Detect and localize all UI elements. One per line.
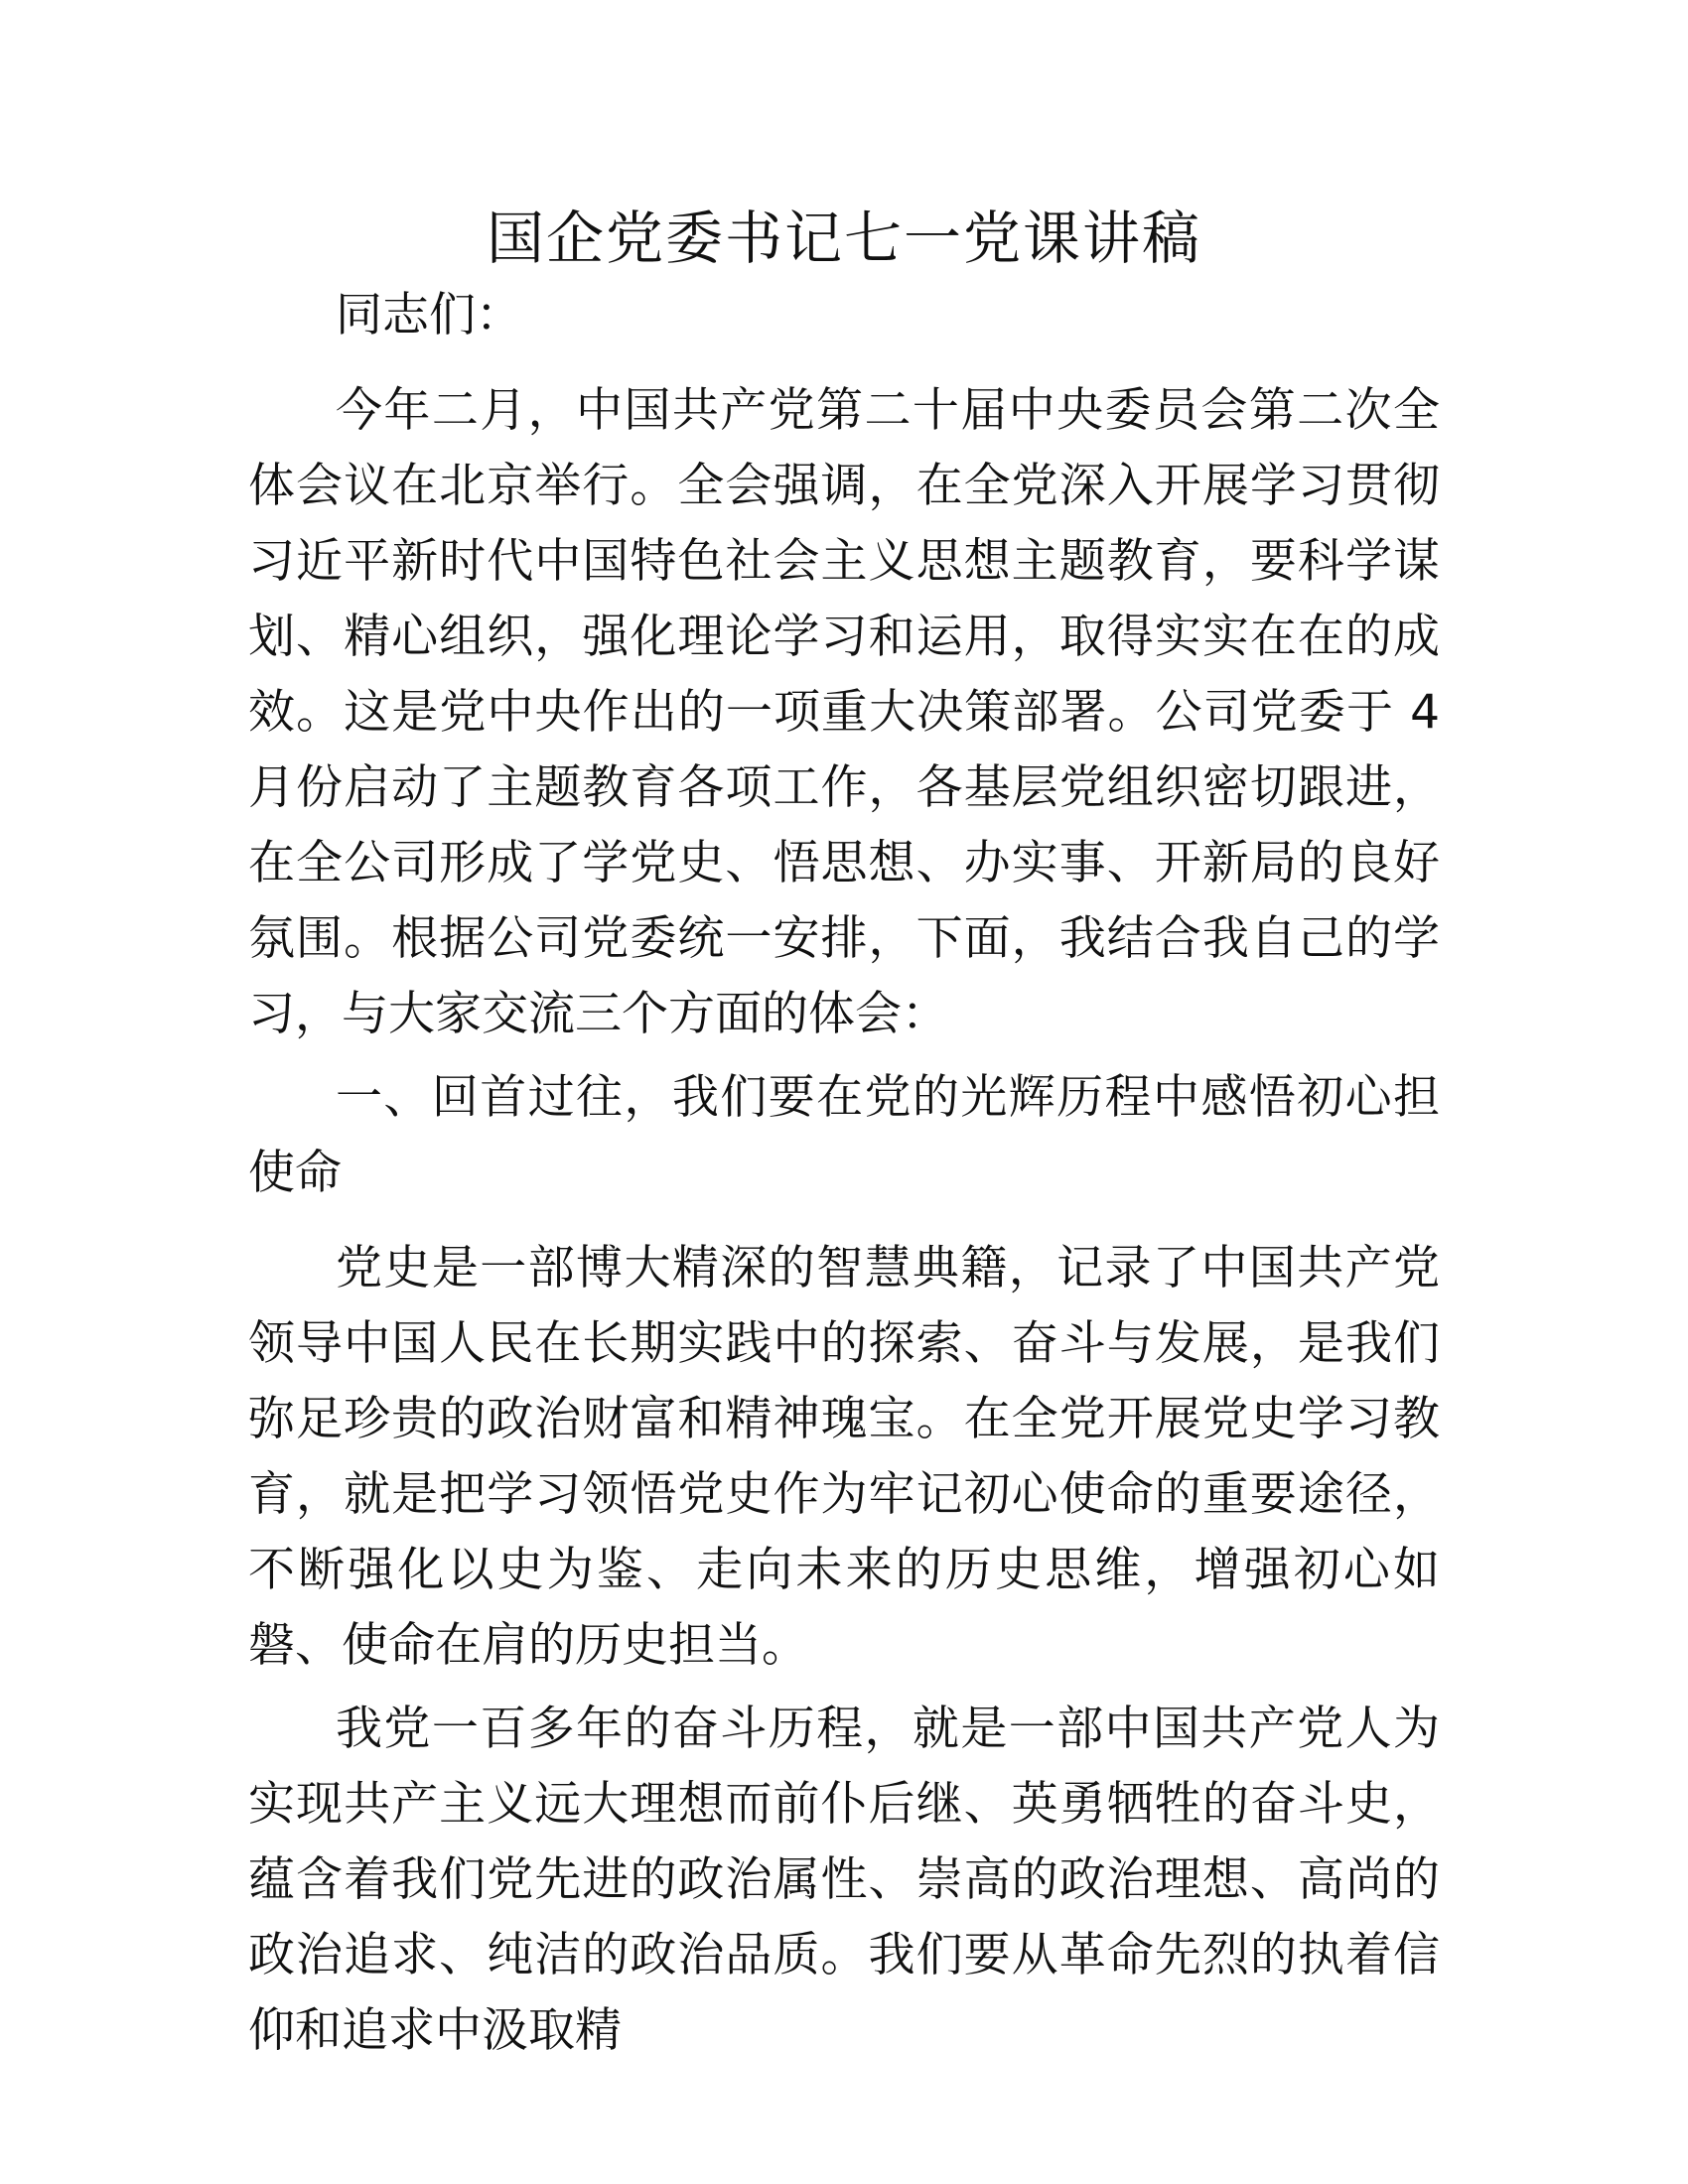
section-heading-1: 一、回首过往，我们要在党的光辉历程中感悟初心担使命 <box>248 1070 1440 1200</box>
paragraph-party-history: 党史是一部博大精深的智慧典籍，记录了中国共产党领导中国人民在长期实践中的探索、奋斗与发展，是我们弥足珍贵的政治财富和精神瑰宝。在全党开展党史学习教育，就是把学习领悟党史作为牢记初心使命的重要途径，不断强化以史为鉴、走向未来的历史思维，增强初心如磐、使命在肩的历史担当。 <box>248 1241 1440 1673</box>
salutation: 同志们： <box>336 288 522 342</box>
document-title: 国企党委书记七一党课讲稿 <box>486 205 1201 272</box>
paragraph-intro: 今年二月，中国共产党第二十届中央委员会第二次全体会议在北京举行。全会强调，在全党深入开展学习贯彻习近平新时代中国特色社会主义思想主题教育，要科学谋划、精心组织，强化理论学习和运用，取得实实在在的成效。这是党中央作出的一项重大决策部署。公司党委于 4 月份启动了主题教育各项工作，各基层党组织密切跟进，在全公司形成了学党史、悟思想、办实事、开新局的良好氛围。根据公司党委统一安排，下面，我结合我自己的学习，与大家交流三个方面的体会： <box>248 383 1440 1041</box>
paragraph-struggle-history: 我党一百多年的奋斗历程，就是一部中国共产党人为实现共产主义远大理想而前仆后继、英勇牺牲的奋斗史，蕴含着我们党先进的政治属性、崇高的政治理想、高尚的政治追求、纯洁的政治品质。我们要从革命先烈的执着信仰和追求中汲取精 <box>248 1702 1440 2058</box>
document-body <box>248 278 1440 2077</box>
